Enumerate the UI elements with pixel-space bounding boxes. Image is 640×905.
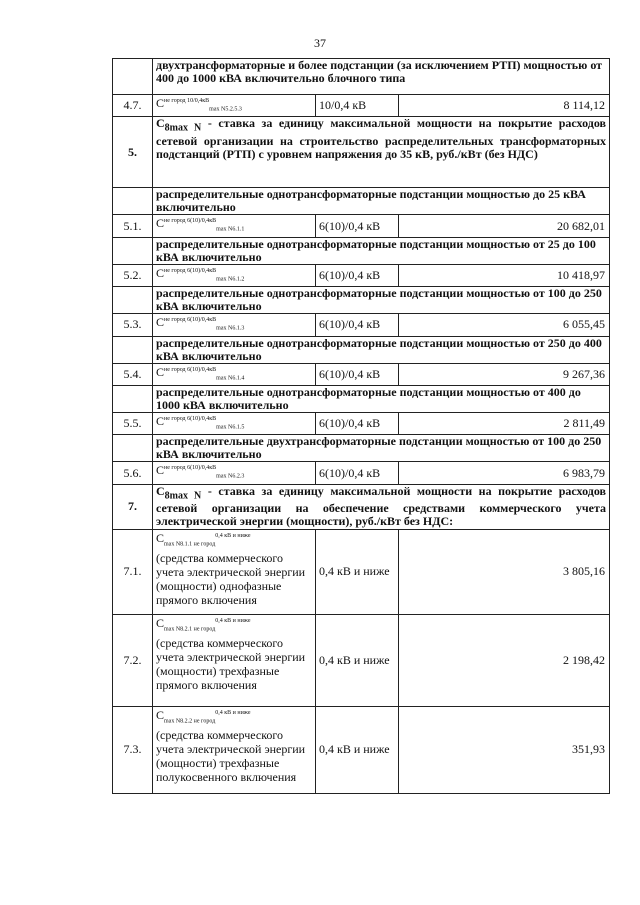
row-number: 5.4. (113, 363, 153, 385)
row-number (113, 237, 153, 264)
table-row (113, 264, 610, 286)
row-number (113, 59, 153, 95)
symbol-sup: не город 6(10)/0,4кВ (164, 218, 217, 225)
row-number (113, 385, 153, 412)
value-cell: 8 114,12 (399, 95, 610, 117)
symbol-sub: max N8.2.2 не город (164, 718, 216, 725)
row-number: 5.2. (113, 264, 153, 286)
value-cell: 2 198,42 (399, 614, 610, 706)
value-cell: 6 055,45 (399, 314, 610, 336)
meter-description: (средства коммерческого учета электрической энергии (мощности) трехфазные полукосвенного включения (156, 728, 306, 785)
symbol-sup: не город 6(10)/0,4кВ (164, 415, 217, 422)
rate-symbol (153, 363, 316, 385)
value-cell: 20 682,01 (399, 215, 610, 237)
table-row (113, 215, 610, 237)
table-row (113, 435, 610, 462)
section-number: 5. (113, 117, 153, 188)
group-header-text: распределительные однотрансформаторные подстанции мощностью от 100 до 250 кВА включительно (153, 287, 610, 314)
symbol-sub: max N8.1.1 не город (164, 541, 216, 548)
group-header-text: двухтрансформаторные и более подстанции (за исключением РТП) мощностью от 400 до 1000 кВА включительно блочного типа (153, 59, 610, 95)
table-row (113, 95, 610, 117)
rate-symbol (153, 264, 316, 286)
symbol-sub: max N6.1.5 (216, 424, 245, 431)
symbol-sub: max N6.2.3 (216, 473, 245, 480)
voltage-cell: 6(10)/0,4 кВ (316, 215, 399, 237)
table-row (113, 59, 610, 95)
page-number: 37 (314, 36, 326, 50)
section-symbol: C (156, 483, 165, 498)
section-description: - ставка за единицу максимальной мощности на покрытие расходов сетевой организации на строительство распределительных трансформаторных подстанций (РТП) с уровнем напряжения до 35 кВ, руб./кВт (без НДС) (156, 116, 606, 161)
symbol-base: C (156, 707, 165, 722)
voltage-cell: 6(10)/0,4 кВ (316, 412, 399, 434)
group-header-text: распределительные однотрансформаторные подстанции мощностью до 25 кВА включительно (153, 188, 610, 215)
value-cell: 2 811,49 (399, 412, 610, 434)
group-header-text: распределительные однотрансформаторные подстанции мощностью от 25 до 100 кВА включительно (153, 237, 610, 264)
symbol-sub: max N8.2.1 не город (164, 626, 216, 633)
table-row (113, 385, 610, 412)
group-header-text: распределительные двухтрансформаторные подстанции мощностью от 100 до 250 кВА включительно (153, 435, 610, 462)
row-number (113, 287, 153, 314)
value-cell: 9 267,36 (399, 363, 610, 385)
table-row (113, 287, 610, 314)
voltage-cell: 0,4 кВ и ниже (316, 614, 399, 706)
rate-symbol (153, 95, 316, 117)
symbol-base: C (156, 216, 165, 231)
row-number: 5.5. (113, 412, 153, 434)
section-description: - ставка за единицу максимальной мощности на покрытие расходов сетевой организации на обеспечение средствами коммерческого учета электрической энергии (мощности), руб./кВт без НДС: (156, 483, 606, 529)
symbol-sub: max N6.1.3 (216, 325, 245, 332)
voltage-cell: 0,4 кВ и ниже (316, 706, 399, 793)
symbol-base: C (156, 413, 165, 428)
group-header-text: распределительные однотрансформаторные подстанции мощностью от 400 до 1000 кВА включительно (153, 385, 610, 412)
section-number: 7. (113, 484, 153, 529)
symbol-sub: max N6.1.2 (216, 276, 245, 283)
symbol-sup: не город 6(10)/0,4кВ (164, 465, 217, 472)
value-cell: 6 983,79 (399, 462, 610, 484)
value-cell: 351,93 (399, 706, 610, 793)
table-row (113, 706, 610, 793)
symbol-sup: не город 6(10)/0,4кВ (164, 317, 217, 324)
symbol-base: C (156, 530, 165, 545)
symbol-base: C (156, 96, 165, 110)
rate-symbol (153, 462, 316, 484)
table-row (113, 117, 610, 188)
voltage-cell: 6(10)/0,4 кВ (316, 264, 399, 286)
meter-description: (средства коммерческого учета электрической энергии (мощности) однофазные прямого включения (156, 551, 306, 608)
row-number: 7.3. (113, 706, 153, 793)
symbol-base: C (156, 615, 165, 630)
row-number: 5.3. (113, 314, 153, 336)
symbol-sup: 0,4 кВ и ниже (215, 617, 251, 624)
section-symbol-sub: 8max N (164, 490, 202, 502)
symbol-base: C (156, 315, 165, 330)
rate-symbol (153, 412, 316, 434)
rates-table (112, 58, 610, 794)
value-cell: 10 418,97 (399, 264, 610, 286)
symbol-sup: не город 6(10)/0,4кВ (164, 267, 217, 274)
table-row (113, 412, 610, 434)
symbol-sup: не город 10/0,4кВ (164, 98, 210, 104)
voltage-cell: 10/0,4 кВ (316, 95, 399, 117)
rate-symbol (153, 614, 316, 706)
table-row (113, 237, 610, 264)
section-symbol: C (156, 116, 165, 131)
row-number (113, 188, 153, 215)
table-row (113, 462, 610, 484)
voltage-cell: 6(10)/0,4 кВ (316, 314, 399, 336)
row-number: 7.1. (113, 529, 153, 614)
rate-symbol (153, 706, 316, 793)
symbol-sup: 0,4 кВ и ниже (215, 532, 251, 539)
value-cell: 3 805,16 (399, 529, 610, 614)
symbol-sub: max N6.1.1 (216, 226, 245, 233)
section-symbol-sub: 8max N (164, 122, 202, 134)
row-number: 4.7. (113, 95, 153, 117)
voltage-cell: 0,4 кВ и ниже (316, 529, 399, 614)
row-number (113, 435, 153, 462)
rate-symbol (153, 529, 316, 614)
table-row (113, 363, 610, 385)
row-number (113, 336, 153, 363)
symbol-base: C (156, 364, 165, 379)
voltage-cell: 6(10)/0,4 кВ (316, 363, 399, 385)
voltage-cell: 6(10)/0,4 кВ (316, 462, 399, 484)
row-number: 5.1. (113, 215, 153, 237)
symbol-sub: max N6.1.4 (216, 374, 245, 381)
symbol-base: C (156, 265, 165, 280)
section-text (153, 117, 610, 188)
symbol-base: C (156, 463, 165, 478)
table-row (113, 336, 610, 363)
meter-description: (средства коммерческого учета электрической энергии (мощности) трехфазные прямого включения (156, 636, 306, 693)
symbol-sup: не город 6(10)/0,4кВ (164, 366, 217, 373)
rate-symbol (153, 314, 316, 336)
symbol-sub: max N5.2.5.3 (209, 106, 242, 113)
table-row (113, 188, 610, 215)
table-row (113, 484, 610, 529)
table-row (113, 529, 610, 614)
table-row (113, 614, 610, 706)
group-header-text: распределительные однотрансформаторные подстанции мощностью от 250 до 400 кВА включительно (153, 336, 610, 363)
section-text (153, 484, 610, 529)
symbol-sup: 0,4 кВ и ниже (215, 709, 251, 716)
rate-symbol (153, 215, 316, 237)
table-row (113, 314, 610, 336)
row-number: 7.2. (113, 614, 153, 706)
row-number: 5.6. (113, 462, 153, 484)
